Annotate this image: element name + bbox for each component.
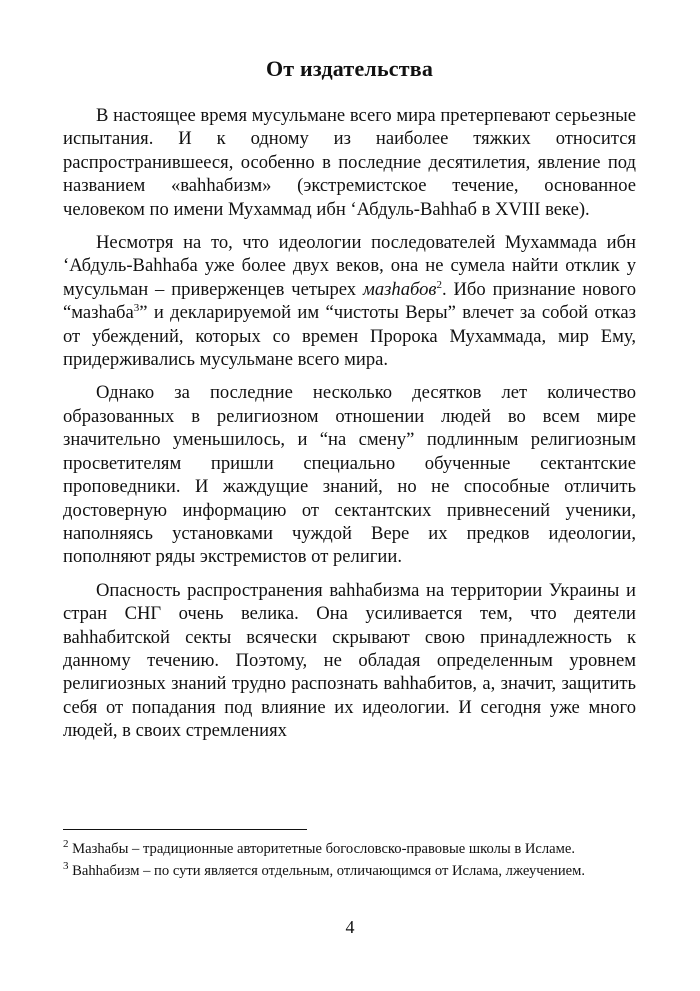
footnote-2 bbox=[63, 840, 636, 859]
footnote-2-marker: 2 bbox=[63, 838, 69, 851]
paragraph-4-text: Опасность распространения ваhhабизма на территории Украины и стран СНГ очень велика. Она усиливается тем, что деятели ваhhабитской секты всячески скрывают свою принадлежность к данному течению. Поэтому, не обладая определенным уровнем религиозных знаний трудно распознать ваhhабитов, а, значит, защитить себя от попадания под влияние их идеологии. И сегодня уже много людей, в своих стремлениях bbox=[63, 579, 636, 742]
paragraph-4 bbox=[63, 579, 636, 743]
paragraph-2-text-b: . Ибо признание нового “мазhаба bbox=[63, 278, 636, 324]
paragraph-2-text-c: ” и декларируемой им “чистоты Веры” влечет за собой отказ от убеждений, которых со времен Пророка Мухаммада, мир Ему, придерживались мусульмане всего мира. bbox=[63, 302, 636, 371]
paragraph-2 bbox=[63, 231, 636, 371]
madhhab-term: мазhабов bbox=[362, 278, 437, 300]
page-number: 4 bbox=[345, 917, 355, 937]
footnote-ref-3[interactable]: 3 bbox=[133, 302, 140, 315]
footnote-divider bbox=[63, 829, 307, 830]
paragraph-2-text-a: Несмотря на то, что идеологии последователей Мухаммада ибн ‘Абдуль-Ваhhаба уже более двух веков, она не сумела найти отклик у мусульман – приверженцев четырех bbox=[63, 232, 636, 300]
paragraph-3-text: Однако за последние несколько десятков лет количество образованных в религиозном отношении людей во всем мире значительно уменьшилось, и “на смену” подлинным религиозным просветителям пришли специально обученные сектантские проповедники. И жаждущие знаний, но не способные отличить достоверную информацию от сектантских привнесений ученики, наполняясь установками чуждой Вере их предков идеологии, пополняют ряды экстремистов от религии. bbox=[63, 382, 636, 568]
footnote-3-marker: 3 bbox=[63, 859, 69, 872]
footnote-ref-2[interactable]: 2 bbox=[436, 278, 442, 291]
footnote-3 bbox=[63, 859, 636, 881]
footnote-3-text: Ваhhабизм – по сути является отдельным, отличающимся от Ислама, лжеучением. bbox=[72, 862, 586, 879]
paragraph-3 bbox=[63, 381, 636, 568]
footnotes bbox=[63, 840, 636, 883]
paragraph-1 bbox=[63, 104, 636, 221]
paragraph-1-text: В настоящее время мусульмане всего мира претерпевают серьезные испытания. И к одному из наиболее тяжких относится распространившееся, особенно в последние десятилетия, явление под названием «ваhhабизм» (экстремистское течение, основанное человеком по имени Мухаммад ибн ‘Абдуль-Ваhhаб в XVIII веке). bbox=[63, 105, 636, 220]
page-title: От издательства bbox=[265, 56, 434, 81]
page-body bbox=[63, 56, 636, 753]
footnote-2-text: Мазhабы – традиционные авторитетные богословско-правовые школы в Исламе. bbox=[72, 841, 576, 857]
